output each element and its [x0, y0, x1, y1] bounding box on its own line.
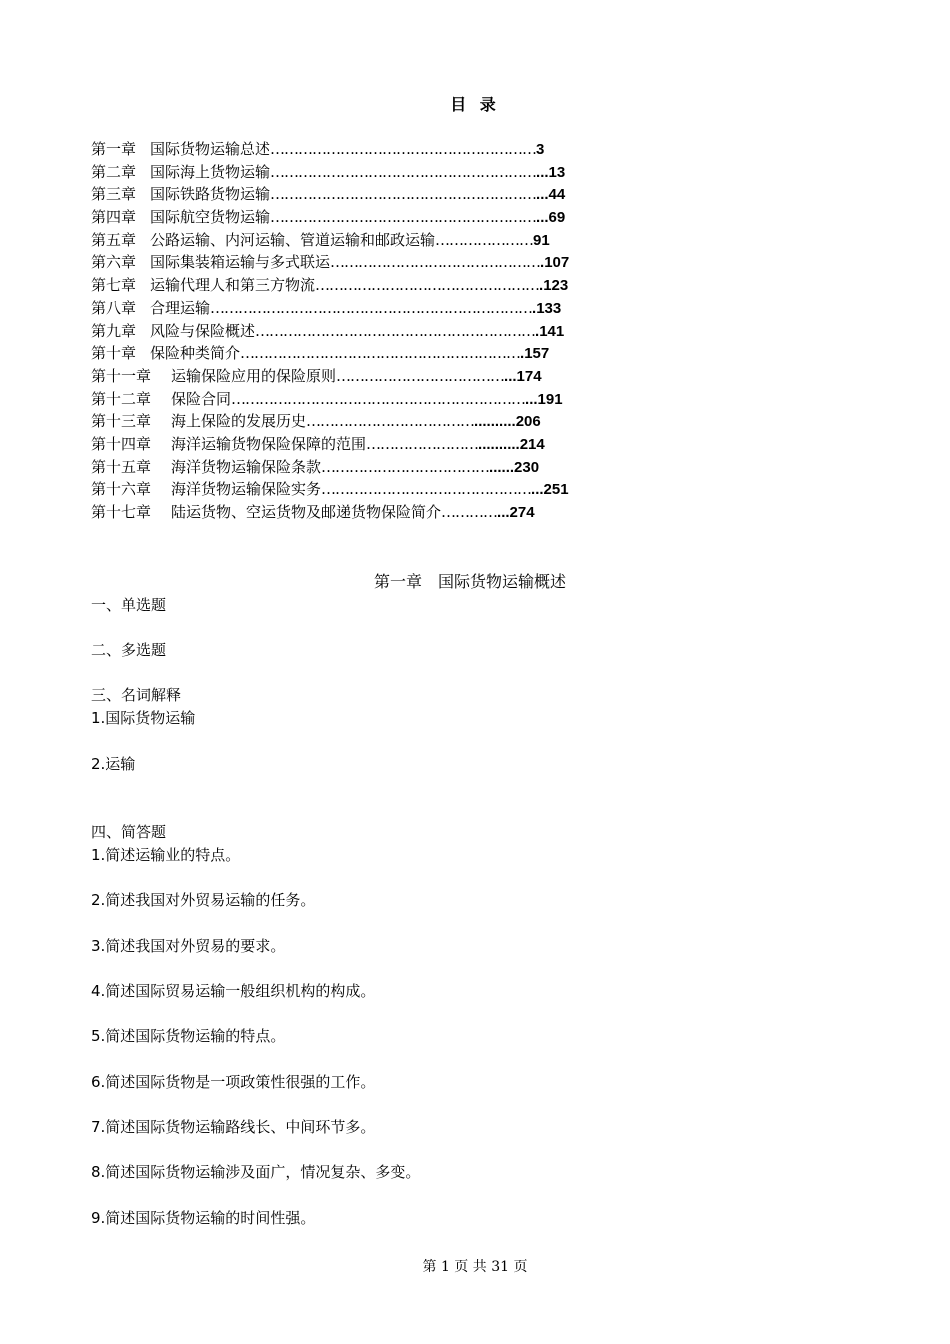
- toc-chapter: 第九章: [91, 321, 137, 340]
- toc-leader: ………………………………: [336, 366, 505, 385]
- question-item: 6.简述国际货物是一项政策性很强的工作。: [91, 1073, 376, 1091]
- toc-leader: ………………………………: [321, 457, 490, 476]
- toc-leader: …………………………………………………: [270, 185, 537, 204]
- toc-entry: [91, 342, 611, 365]
- toc-entry: [91, 251, 611, 274]
- toc-leader: …………………………………………………: [270, 140, 537, 158]
- toc-entry-title: 海上保险的发展历史: [171, 412, 307, 431]
- table-of-contents: [91, 138, 611, 524]
- toc-entry: [91, 274, 611, 297]
- chapter-heading: 第一章 国际货物运输概述: [374, 572, 567, 591]
- toc-chapter: 第十四章: [91, 434, 152, 453]
- question-item: 7.简述国际货物运输路线长、中间环节多。: [91, 1118, 376, 1136]
- toc-chapter: 第二章: [91, 162, 137, 181]
- toc-leader: ………………………………………: [330, 253, 541, 272]
- toc-entry-title: 海洋货物运输保险实务: [171, 480, 322, 499]
- toc-page: ...174: [504, 367, 542, 385]
- toc-page: ..........214: [478, 435, 545, 453]
- toc-leader: ………………………………………: [321, 480, 532, 499]
- toc-chapter: 第六章: [91, 253, 137, 272]
- toc-entry-title: 国际航空货物运输: [150, 208, 271, 227]
- section-heading: 二、多选题: [91, 641, 167, 659]
- question-item: 2.运输: [91, 755, 136, 773]
- toc-entry-title: 国际海上货物运输: [150, 162, 271, 181]
- question-item: 2.简述我国对外贸易运输的任务。: [91, 891, 316, 909]
- section-heading: 四、简答题: [91, 823, 167, 841]
- toc-page: 91: [533, 231, 550, 249]
- toc-leader: …………: [441, 503, 498, 521]
- toc-chapter: 第四章: [91, 208, 137, 227]
- toc-entry-title: 海洋运输货物保险保障的范围: [171, 434, 367, 453]
- toc-entry: [91, 229, 611, 252]
- question-item: 1.简述运输业的特点。: [91, 846, 241, 864]
- toc-chapter: 第七章: [91, 276, 137, 295]
- toc-page: .107: [540, 254, 570, 272]
- toc-entry: [91, 365, 611, 388]
- toc-page: .123: [539, 277, 569, 295]
- toc-entry: [91, 161, 611, 184]
- toc-entry-title: 风险与保险概述: [150, 321, 256, 340]
- toc-leader: ………………………………: [306, 412, 475, 431]
- toc-entry: [91, 297, 611, 320]
- toc-chapter: 第十七章: [91, 503, 152, 521]
- toc-entry: [91, 410, 611, 433]
- toc-page: .141: [535, 322, 565, 340]
- question-item: 9.简述国际货物运输的时间性强。: [91, 1209, 316, 1227]
- toc-chapter: 第十六章: [91, 480, 152, 499]
- toc-chapter: 第十五章: [91, 457, 152, 476]
- toc-leader: …………………: [435, 230, 534, 249]
- question-item: 8.简述国际货物运输涉及面广，情况复杂、多变。: [91, 1163, 421, 1181]
- toc-chapter: 第十章: [91, 344, 137, 363]
- toc-page: ...69: [536, 209, 566, 227]
- page-footer: 第 1 页 共 31 页: [422, 1259, 528, 1275]
- toc-page: ...251: [531, 481, 569, 499]
- toc-entry-title: 公路运输、内河运输、管道运输和邮政运输: [150, 230, 436, 249]
- question-item: 4.简述国际贸易运输一般组织机构的构成。: [91, 982, 376, 1000]
- toc-leader: …………………………………………………: [270, 208, 537, 227]
- toc-entry: [91, 206, 611, 229]
- toc-entry: [91, 320, 611, 343]
- section-heading: 一、单选题: [91, 596, 167, 614]
- toc-entry: [91, 138, 611, 161]
- question-item: 1.国际货物运输: [91, 709, 196, 727]
- toc-entry-title: 保险合同: [171, 389, 232, 408]
- question-item: 3.简述我国对外贸易的要求。: [91, 937, 286, 955]
- toc-page: 3: [536, 141, 545, 158]
- toc-leader: …………………………………………: [315, 276, 540, 295]
- toc-chapter: 第一章: [91, 140, 137, 158]
- toc-entry-title: 国际集装箱运输与多式联运: [150, 253, 331, 272]
- toc-page: ......230: [489, 458, 540, 476]
- toc-entry-title: 运输保险应用的保险原则: [171, 366, 337, 385]
- toc-entry-title: 国际货物运输总述: [150, 140, 271, 158]
- toc-leader: ……………………………………………………: [255, 321, 536, 340]
- toc-leader: ……………………………………………………………: [210, 298, 533, 317]
- toc-page: .133: [532, 299, 562, 317]
- toc-title: 目 录: [450, 95, 500, 114]
- toc-entry: [91, 501, 611, 524]
- toc-entry-title: 国际铁路货物运输: [150, 185, 271, 204]
- toc-page: ...13: [536, 163, 566, 181]
- question-item: 5.简述国际货物运输的特点。: [91, 1027, 286, 1045]
- toc-leader: ……………………………………………………: [240, 344, 521, 363]
- toc-entry: [91, 183, 611, 206]
- toc-chapter: 第十一章: [91, 366, 152, 385]
- toc-entry: [91, 388, 611, 411]
- toc-entry: [91, 433, 611, 456]
- toc-chapter: 第八章: [91, 298, 137, 317]
- toc-chapter: 第十三章: [91, 412, 152, 431]
- toc-entry: [91, 478, 611, 501]
- toc-page: ...191: [525, 390, 563, 408]
- toc-chapter: 第十二章: [91, 389, 152, 408]
- toc-entry: [91, 456, 611, 479]
- section-heading: 三、名词解释: [91, 686, 182, 704]
- toc-leader: …………………………………………………: [270, 162, 537, 181]
- toc-leader: ………………………………………………………: [231, 389, 526, 408]
- toc-leader: ……………………: [366, 434, 479, 453]
- toc-page: ..........206: [474, 413, 541, 431]
- toc-entry-title: 陆运货物、空运货物及邮递货物保险简介: [171, 503, 442, 521]
- toc-entry-title: 海洋货物运输保险条款: [171, 457, 322, 476]
- toc-entry-title: 合理运输: [150, 298, 211, 317]
- toc-entry-title: 保险种类简介: [150, 344, 241, 363]
- toc-page: ...44: [536, 186, 566, 204]
- toc-page: ...274: [497, 504, 535, 521]
- toc-chapter: 第五章: [91, 230, 137, 249]
- toc-page: .157: [520, 345, 550, 363]
- toc-chapter: 第三章: [91, 185, 137, 204]
- toc-entry-title: 运输代理人和第三方物流: [150, 276, 316, 295]
